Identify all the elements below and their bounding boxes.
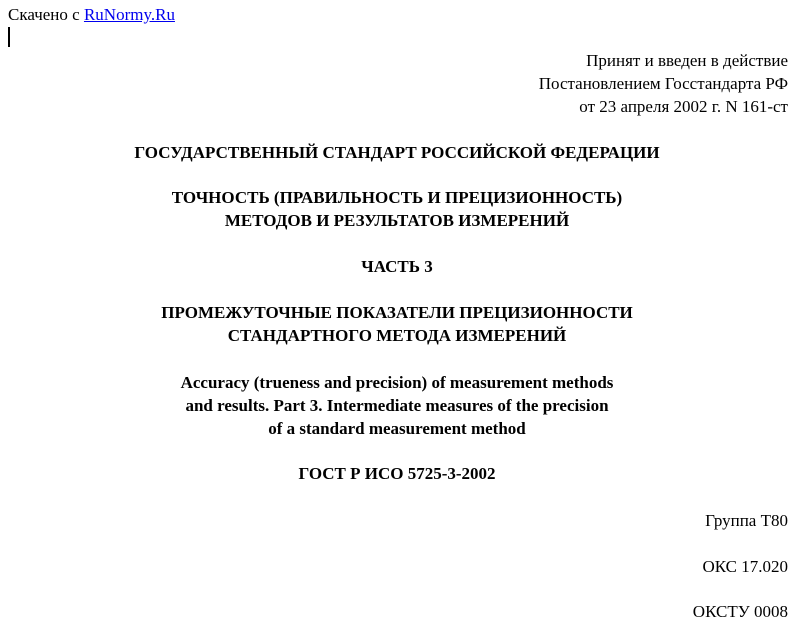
adoption-line: Принят и введен в действие	[586, 51, 788, 70]
english-title-line: Accuracy (trueness and precision) of measurement methods	[180, 373, 614, 392]
english-title	[0, 371, 794, 440]
adoption-line: Постановлением Госстандарта РФ	[538, 74, 788, 93]
part-text: ЧАСТЬ 3	[361, 257, 433, 276]
part-heading	[0, 255, 794, 278]
text-cursor	[8, 27, 10, 47]
designation-text: ГОСТ Р ИСО 5725-3-2002	[298, 464, 496, 483]
main-title	[0, 186, 794, 232]
runormy-link[interactable]: RuNormy.Ru	[83, 5, 175, 24]
okstu-code: ОКСТУ 0008	[692, 602, 788, 621]
source-line	[8, 5, 175, 25]
part-title-line: ПРОМЕЖУТОЧНЫЕ ПОКАЗАТЕЛИ ПРЕЦИЗИОННОСТИ	[161, 303, 633, 322]
standard-type-text: ГОСУДАРСТВЕННЫЙ СТАНДАРТ РОССИЙСКОЙ ФЕДЕРАЦИИ	[134, 143, 660, 162]
adoption-block	[539, 49, 788, 118]
standard-type-heading	[0, 141, 794, 164]
main-title-line: МЕТОДОВ И РЕЗУЛЬТАТОВ ИЗМЕРЕНИЙ	[224, 211, 570, 230]
main-title-line: ТОЧНОСТЬ (ПРАВИЛЬНОСТЬ И ПРЕЦИЗИОННОСТЬ)	[171, 188, 623, 207]
adoption-line: от 23 апреля 2002 г. N 161-ст	[579, 97, 788, 116]
downloaded-prefix: Скачено с	[8, 5, 80, 24]
group-code: Группа Т80	[705, 511, 788, 530]
part-title-line: СТАНДАРТНОГО МЕТОДА ИЗМЕРЕНИЙ	[227, 326, 567, 345]
english-title-line: of a standard measurement method	[268, 419, 526, 438]
english-title-line: and results. Part 3. Intermediate measures of the precision	[185, 396, 609, 415]
oks-code: ОКС 17.020	[702, 557, 788, 576]
standard-designation	[0, 462, 794, 485]
part-title	[0, 301, 794, 347]
